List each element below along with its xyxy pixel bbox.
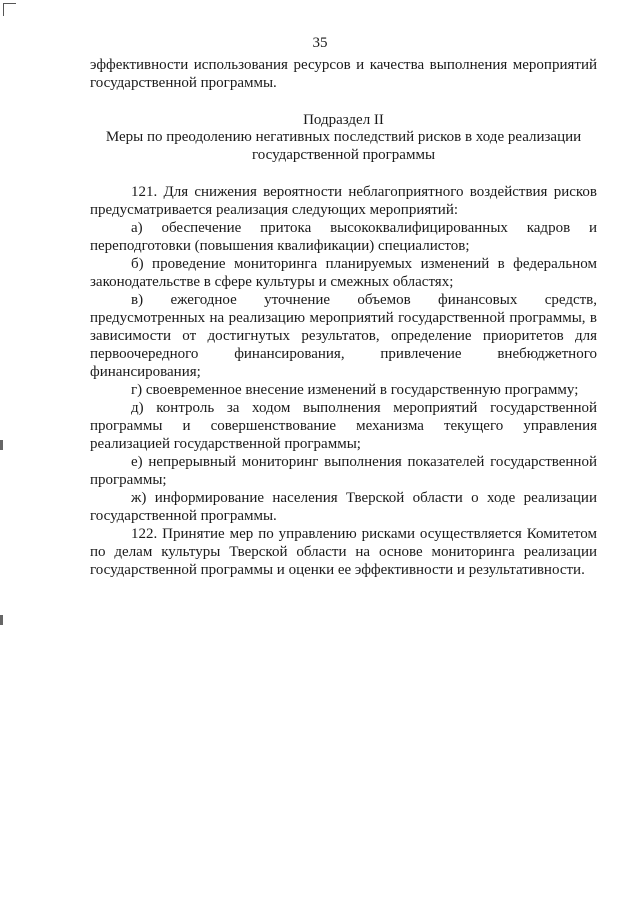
body-text bbox=[90, 183, 597, 579]
intro-paragraph: эффективности использования ресурсов и качества выполнения мероприятий государственной программы. bbox=[90, 57, 597, 91]
list-item-zh: ж) информирование населения Тверской области о ходе реализации государственной программы. bbox=[90, 490, 597, 524]
list-item-e: е) непрерывный мониторинг выполнения показателей государственной программы; bbox=[90, 454, 597, 488]
scan-corner-mark bbox=[3, 3, 16, 16]
paragraph-121: 121. Для снижения вероятности неблагоприятного воздействия рисков предусматривается реализация следующих мероприятий: bbox=[90, 184, 597, 218]
page-number: 35 bbox=[312, 35, 328, 51]
list-item-v: в) ежегодное уточнение объемов финансовых средств, предусмотренных на реализацию мероприятий государственной программы, в зависимости от достигнутых результатов, определение приоритетов для первоочередного финансирования, привлечение внебюджетного финансирования; bbox=[90, 292, 597, 380]
subsection-label: Подраздел II bbox=[303, 112, 384, 128]
section-title: Меры по преодолению негативных последствий рисков в ходе реализации государственной программы bbox=[105, 129, 582, 163]
scan-edge-mark bbox=[0, 615, 3, 625]
paragraph-122: 122. Принятие мер по управлению рисками осуществляется Комитетом по делам культуры Тверской области на основе мониторинга реализации государственной программы и оценки ее эффективности и результативности. bbox=[90, 526, 597, 578]
scan-edge-mark bbox=[0, 440, 3, 450]
list-item-a: а) обеспечение притока высококвалифицированных кадров и переподготовки (повышения квалификации) специалистов; bbox=[90, 220, 597, 254]
list-item-b: б) проведение мониторинга планируемых изменений в федеральном законодательстве в сфере культуры и смежных областях; bbox=[90, 256, 597, 290]
list-item-d: д) контроль за ходом выполнения мероприятий государственной программы и совершенствование механизма текущего управления реализацией государственной программы; bbox=[90, 400, 597, 452]
list-item-g: г) своевременное внесение изменений в государственную программу; bbox=[131, 382, 579, 398]
